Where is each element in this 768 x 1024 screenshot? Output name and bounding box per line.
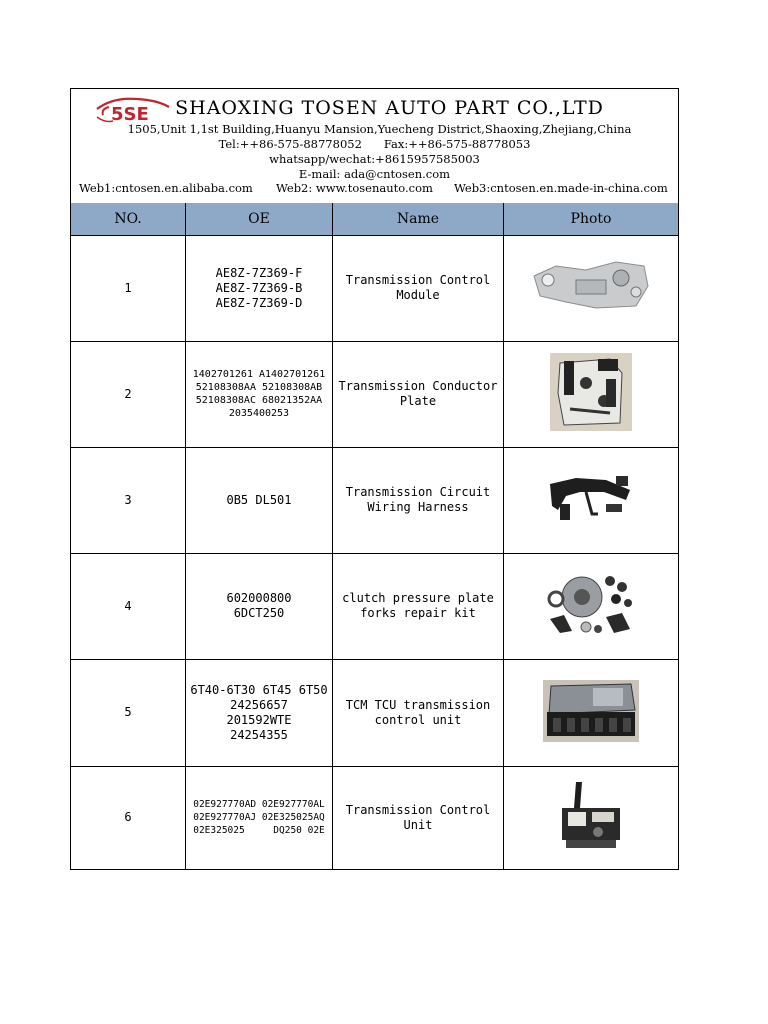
cell-name xyxy=(333,659,504,766)
oe-number: 24256657 xyxy=(230,697,288,712)
oe-number: 52108308AA 52108308AB xyxy=(195,382,323,393)
table-row xyxy=(71,659,678,767)
oe-number: 2035400253 xyxy=(228,408,290,419)
table-header xyxy=(71,203,678,236)
company-header xyxy=(71,89,678,204)
svg-text:5SE: 5SE xyxy=(111,104,149,125)
oe-number: AE8Z-7Z369-F xyxy=(215,265,303,280)
oe-number: 201592WTE xyxy=(226,712,292,727)
product-name-line: Wiring Harness xyxy=(367,500,469,514)
cell-oe xyxy=(186,553,333,659)
oe-number: AE8Z-7Z369-B xyxy=(215,280,303,295)
product-name-line: Transmission Conductor xyxy=(338,379,498,393)
table-row xyxy=(71,766,678,869)
cell-no: 4 xyxy=(71,553,186,659)
product-name-line: clutch pressure plate xyxy=(342,591,494,605)
oe-number: 6DCT250 xyxy=(233,606,285,620)
cell-name xyxy=(333,235,504,341)
clutch-kit-photo xyxy=(546,569,636,643)
product-name-line: Transmission Control Unit xyxy=(345,802,491,832)
cell-name xyxy=(333,341,504,447)
cell-no: 5 xyxy=(71,659,186,766)
oe-number: 24254355 xyxy=(230,727,288,742)
table-row xyxy=(71,235,678,342)
cell-name xyxy=(333,447,504,553)
cell-photo xyxy=(504,553,678,659)
company-tel-fax: Tel:++86-575-88778052 Fax:++86-575-88778053 xyxy=(218,137,531,151)
cell-name xyxy=(333,766,504,869)
cell-oe xyxy=(186,766,333,869)
oe-number: 02E927770AJ 02E325025AQ xyxy=(193,812,325,823)
cell-oe xyxy=(186,235,333,341)
product-sheet xyxy=(70,88,679,870)
cell-name xyxy=(333,553,504,659)
column-header-oe: OE xyxy=(186,203,333,235)
product-name-line: Transmission Circuit xyxy=(345,485,491,499)
company-name: SHAOXING TOSEN AUTO PART CO.,LTD xyxy=(175,97,604,119)
wiring-harness-photo xyxy=(546,470,636,530)
company-whatsapp: whatsapp/wechat:+8615957585003 xyxy=(269,152,480,166)
cell-no: 2 xyxy=(71,341,186,447)
cell-photo xyxy=(504,235,678,341)
oe-number: 1402701261 A1402701261 xyxy=(192,369,326,380)
tcu-unit-photo xyxy=(543,680,639,746)
dq250-unit-photo xyxy=(558,778,624,858)
oe-number: 0B5 DL501 xyxy=(226,492,292,507)
column-header-photo: Photo xyxy=(570,211,612,227)
cell-photo xyxy=(504,447,678,553)
product-name-line: TCM TCU transmission xyxy=(345,697,491,712)
column-header-name: Name xyxy=(333,203,504,235)
product-name-line: control unit xyxy=(374,712,462,727)
oe-number: 602000800 xyxy=(226,591,292,605)
table-row xyxy=(71,447,678,554)
company-email: E-mail: ada@cntosen.com xyxy=(298,167,451,181)
oe-number: 52108308AC 68021352AA xyxy=(195,395,323,406)
website-2: Web2: www.tosenauto.com xyxy=(276,181,433,195)
cell-no: 1 xyxy=(71,235,186,341)
column-header-no: NO. xyxy=(71,203,186,235)
cell-oe xyxy=(186,447,333,553)
company-websites xyxy=(71,181,678,197)
table-row xyxy=(71,341,678,448)
cell-photo xyxy=(504,766,678,869)
cell-no: 3 xyxy=(71,447,186,553)
company-address: 1505,Unit 1,1st Building,Huanyu Mansion,Yuecheng District,Shaoxing,Zhejiang,China xyxy=(127,122,632,136)
cell-photo xyxy=(504,341,678,447)
product-name-line: Module xyxy=(396,288,440,302)
cell-oe xyxy=(186,659,333,766)
conductor-plate-photo xyxy=(550,353,632,435)
website-1: Web1:cntosen.en.alibaba.com xyxy=(79,181,253,195)
website-3: Web3:cntosen.en.made-in-china.com xyxy=(454,181,668,195)
control-module-photo xyxy=(526,256,656,320)
product-name-line: forks repair kit xyxy=(360,606,476,620)
product-name-line: Transmission Control xyxy=(345,273,491,287)
cell-no: 6 xyxy=(71,766,186,869)
oe-number: AE8Z-7Z369-D xyxy=(215,295,303,310)
oe-number: 6T40-6T30 6T45 6T50 xyxy=(190,682,328,697)
oe-number: 02E927770AD 02E927770AL xyxy=(193,799,325,810)
product-name-line: Plate xyxy=(399,394,437,408)
oe-number: 02E325025 DQ250 02E xyxy=(193,825,325,836)
cell-oe xyxy=(186,341,333,447)
table-row xyxy=(71,553,678,660)
cell-photo xyxy=(504,659,678,766)
